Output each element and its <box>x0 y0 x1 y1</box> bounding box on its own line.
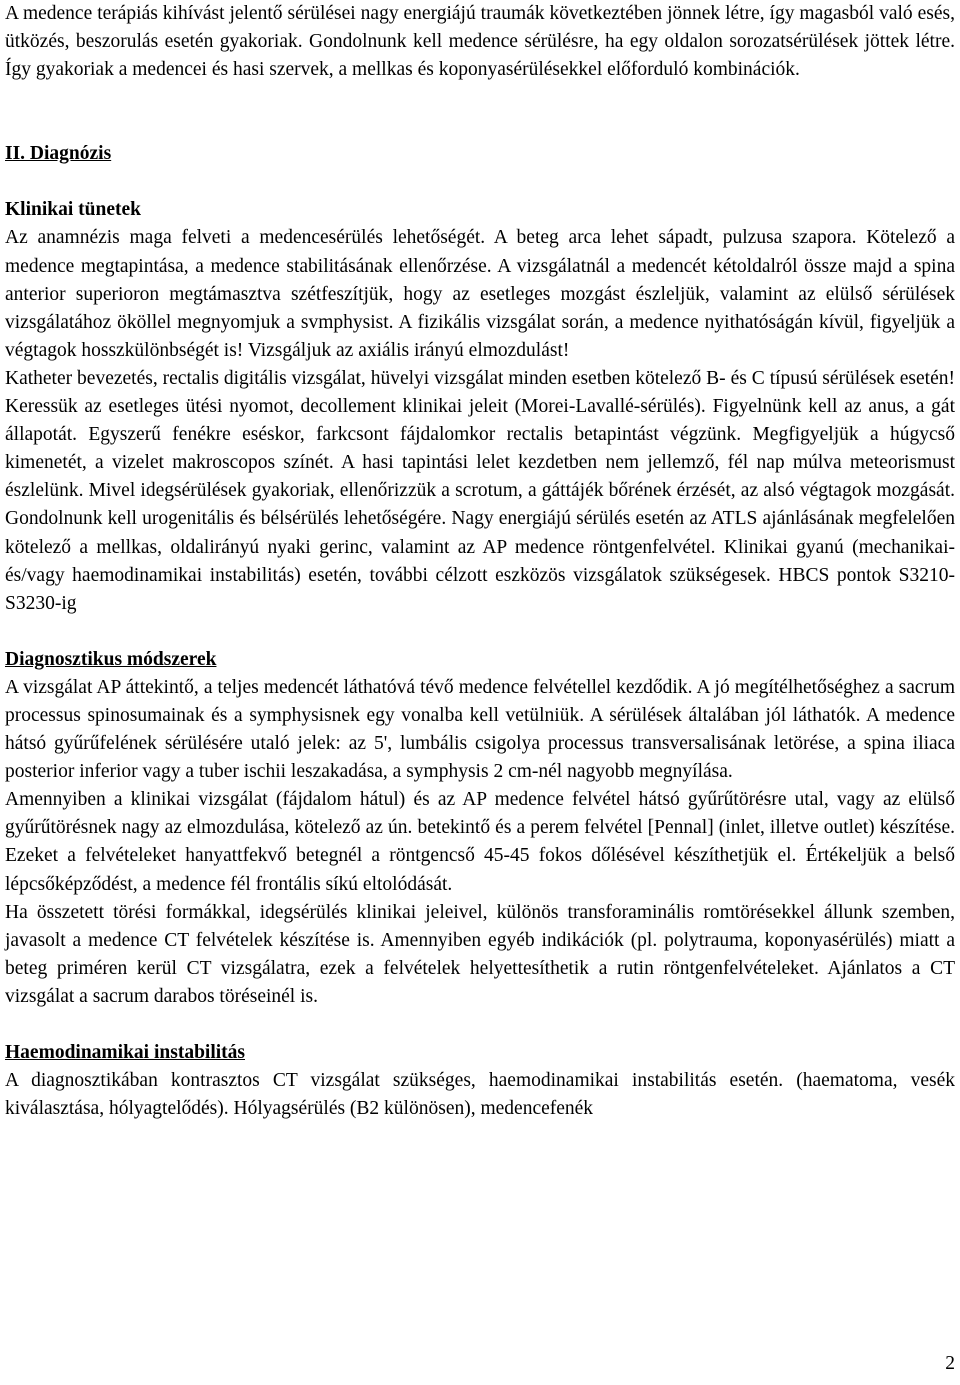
diagnosztikus-paragraph-1: A vizsgálat AP áttekintő, a teljes medencét láthatóvá tévő medence felvétellel kezdődik. A jó megítélhetőséghez a sacrum processus spinosumainak és a symphysisnek egy vonalba kell vetülniük. A sérülések általában jól láthatók. A medence hátsó gyűrűfelének sérülésére utaló jelek: az 5', lumbális csigolya processus transversalisának letörése, a spina iliaca posterior inferior vagy a tuber ischii leszakadása, a symphysis 2 cm-nél nagyobb megnyílása. <box>5 676 955 783</box>
klinikai-paragraph-2: Katheter bevezetés, rectalis digitális vizsgálat, hüvelyi vizsgálat minden esetben kötelező B- és C típusú sérülések esetén! Keressük az esetleges ütési nyomot, decollement klinikai jeleit (Morei-Lavallé-sérülés). Figyelnünk kell az anus, a gát állapotát. Egyszerű fenékre eséskor, farkcsont fájdalomkor rectalis betapintást végzünk. Megfigyeljük a húgycső kimenetét, a vizelet makroscopos színét. A hasi tapintási lelet kezdetben nem jellemző, fél nap múlva meteorismust észlelünk. Mivel idegsérülések gyakoriak, ellenőrizzük a scrotum, a gáttájék bőrének érzését, az alsó végtagok mozgását. Gondolnunk kell urogenitális és bélsérülés lehetőségére. Nagy energiájú sérülés esetén az ATLS ajánlásának megfelelően kötelező a mellkas, oldalirányú nyaki gerinc, valamint az AP medence röntgenfelvétel. Klinikai gyanú (mechanikai- és/vagy haemodinamikai instabilitás) esetén, további célzott eszközös vizsgálatok szükségesek. HBCS pontok S3210-S3230-ig <box>5 367 955 614</box>
diagnosztikus-paragraph-3: Ha összetett törési formákkal, idegsérülés klinikai jeleivel, különös transforaminális romtörésekkel állunk szemben, javasolt a medence CT felvételek készítése is. Amennyiben egyéb indikációk (pl. polytrauma, koponyasérülés) miatt a beteg priméren kerül CT vizsgálatra, ezek a felvételek helyettesíthetik a rutin röntgenfelvételeket. Ajánlatos a CT vizsgálat a sacrum darabos töréseinél is. <box>5 901 955 1007</box>
klinikai-heading: Klinikai tünetek <box>5 199 141 221</box>
diagnosztikus-heading: Diagnosztikus módszerek <box>5 648 217 670</box>
intro-paragraph: A medence terápiás kihívást jelentő sérülései nagy energiájú traumák következtében jönnek létre, így magasból való esés, ütközés, beszorulás esetén gyakoriak. Gondolnunk kell medence sérülésre, ha egy oldalon sorozatsérülések jöttek létre. Így gyakoriak a medencei és hasi szervek, a mellkas és koponyasérülésekkel előforduló kombinációk. <box>5 3 955 81</box>
haemodinamikai-paragraph-1: A diagnosztikában kontrasztos CT vizsgálat szükséges, haemodinamikai instabilitás esetén. (haematoma, vesék kiválasztása, hólyagtelődés). Hólyagsérülés (B2 különösen), medencefenék <box>5 1070 955 1120</box>
page-number: 2 <box>945 1353 955 1374</box>
document-page <box>5 0 955 1123</box>
haemodinamikai-heading: Haemodinamikai instabilitás <box>5 1042 245 1063</box>
section-title: II. Diagnózis <box>5 143 112 165</box>
klinikai-paragraph-1: Az anamnézis maga felveti a medencesérülés lehetőségét. A beteg arca lehet sápadt, pulzusa szapora. Kötelező a medence megtapintása, a medence stabilitásának ellenőrzése. A vizsgálatnál a medencét kétoldalról össze majd a spina anterior superioron megtámasztva szétfeszítjük, hogy az esetleges mozgást észleljük, valamint az elülső sérülések vizsgálatához ököllel megnyomjuk a svmphysist. A fizikális vizsgálat során, a medence nyithatóságán kívül, figyeljük a végtagok hosszkülönbségét is! Vizsgáljuk az axiális irányú elmozdulást! <box>5 227 955 361</box>
diagnosztikus-paragraph-2: Amennyiben a klinikai vizsgálat (fájdalom hátul) és az AP medence felvétel hátsó gyűrűtörésre utal, vagy az elülső gyűrűtörésnek nagy az elmozdulása, kötelező az ún. betekintő és a perem felvétel [Pennal] (inlet, illetve outlet) készítése. Ezeket a felvételeket hanyattfekvő betegnél a röntgencső 45-45 fokos dőlésével készíthetjük el. Értékeljük a belső lépcsőképződést, a medence fél frontális síkú eltolódását. <box>5 789 955 895</box>
